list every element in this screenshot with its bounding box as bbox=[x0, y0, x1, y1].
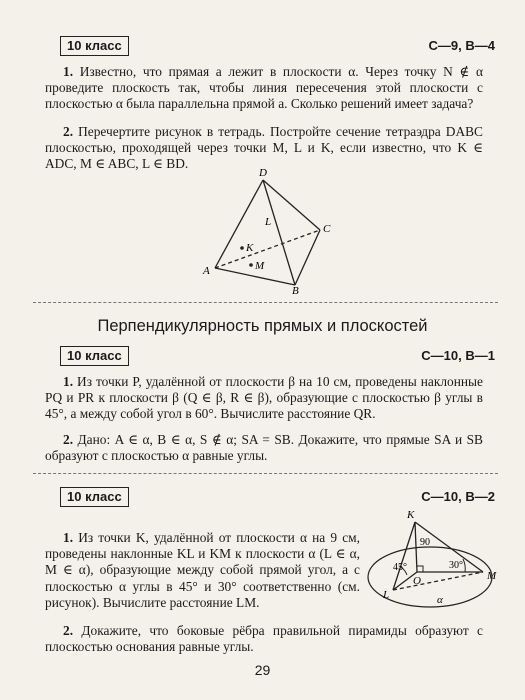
label-C: C bbox=[323, 223, 331, 235]
label-M: M bbox=[487, 570, 497, 582]
variant-code: С—10, В—2 bbox=[421, 489, 495, 504]
label-M: M bbox=[255, 260, 265, 272]
label-45: 45° bbox=[393, 562, 407, 573]
problem-2 bbox=[45, 432, 483, 464]
problem-number: 1. bbox=[63, 374, 74, 389]
class-label: 10 класс bbox=[60, 487, 129, 507]
tetrahedron-figure bbox=[195, 165, 345, 295]
inclined-lines-figure bbox=[365, 505, 510, 613]
label-K: K bbox=[407, 509, 415, 521]
problem-number: 2. bbox=[63, 432, 74, 447]
label-alpha: α bbox=[437, 594, 443, 606]
class-label: 10 класс bbox=[60, 36, 129, 56]
label-L: L bbox=[383, 589, 390, 601]
problem-text: Из точки P, удалённой от плоскости β на 10 см, проведены наклонные PQ и PR к плоскости β (Q ∈ β, R ∈ β), образующие с плоскостью β углы в 45°, а между собой угол в 60°. Вычислите расстояние QR. bbox=[45, 374, 483, 422]
problem-text: Дано: A ∈ α, B ∈ α, S ∉ α; SA = SB. Докажите, что прямые SA и SB образуют с плоскостью α равные углы. bbox=[45, 432, 483, 464]
problem-text: Известно, что прямая a лежит в плоскости α. Через точку N ∉ α проведите плоскость так, чтобы линия пересечения этой плоскости с плоскостью α была параллельна прямой a. Сколько решений имеет задача? bbox=[45, 64, 483, 112]
problem-text: Из точки K, удалённой от плоскости α на 9 см, проведены наклонные KL и KM к плоскости α (L ∈ α, M ∈ α), образующие между собой прямой угол, а с плоскостью α углы в 45° и 30° соответственно (см. рисунок). Вычислите расстояние LM. bbox=[45, 530, 360, 610]
problem-2 bbox=[45, 623, 483, 655]
label-90: 90 bbox=[420, 537, 430, 548]
problem-1 bbox=[45, 64, 483, 113]
label-O: O bbox=[413, 575, 421, 587]
label-A: A bbox=[203, 265, 210, 277]
problem-number: 2. bbox=[63, 124, 74, 139]
section-title: Перпендикулярность прямых и плоскостей bbox=[97, 317, 428, 335]
label-D: D bbox=[259, 167, 267, 179]
problem-1 bbox=[45, 374, 483, 423]
label-K: K bbox=[246, 242, 254, 254]
class-label: 10 класс bbox=[60, 346, 129, 366]
problem-number: 1. bbox=[63, 64, 74, 79]
problem-number: 2. bbox=[63, 623, 74, 638]
problem-text: Докажите, что боковые рёбра правильной пирамиды образуют с плоскостью основания равные углы. bbox=[45, 623, 483, 655]
problem-number: 1. bbox=[63, 530, 74, 545]
variant-code: С—9, В—4 bbox=[428, 38, 495, 53]
page-number: 29 bbox=[254, 662, 271, 678]
label-L: L bbox=[265, 216, 272, 228]
label-30: 30° bbox=[449, 560, 463, 571]
divider bbox=[33, 302, 498, 303]
divider bbox=[33, 473, 498, 474]
label-B: B bbox=[292, 285, 299, 295]
problem-text: Перечертите рисунок в тетрадь. Постройте сечение тетраэдра DABC плоскостью, проходящей через точки M, L и K, если известно, что K ∈ ADC, M ∈ ABC, L ∈ BD. bbox=[45, 124, 483, 172]
variant-code: С—10, В—1 bbox=[421, 348, 495, 363]
problem-1 bbox=[45, 530, 360, 611]
